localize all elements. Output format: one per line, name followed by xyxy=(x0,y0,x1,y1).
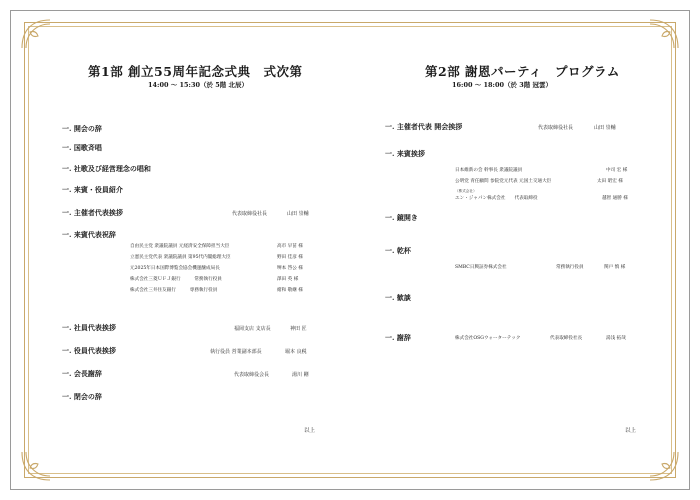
host-role: 代表取締役社長 xyxy=(232,211,268,217)
gold-frame-inner xyxy=(28,26,672,474)
toast-name: 関戸 慎 様 xyxy=(604,265,626,270)
guest-name: 野田 佳彦 様 xyxy=(277,255,303,260)
party-item: 一. 乾杯 xyxy=(385,246,411,255)
guest-note: （株式会社） xyxy=(455,189,477,193)
staff-role: 福岡支店 支店長 xyxy=(234,326,271,332)
closing-mark: 以上 xyxy=(304,428,316,434)
guest-org: 自由民主党 衆議院議員 元経済安全保障担当大臣 xyxy=(130,244,230,249)
toast-role: 常務執行役員 xyxy=(556,265,584,270)
ceremony-item: 一. 来賓・役員紹介 xyxy=(62,185,123,194)
host-name: 山田 崇輔 xyxy=(594,125,616,131)
staff-name: 神田 匠 xyxy=(290,326,307,332)
chair-role: 代表取締役会長 xyxy=(234,372,270,378)
closing-mark: 以上 xyxy=(625,428,637,434)
thanks-name: 湯浅 拓哉 xyxy=(606,336,626,341)
guest-org: 立憲民主党代表 衆議院議員 第95代内閣総理大臣 xyxy=(130,255,231,260)
ceremony-item: 一. 社員代表挨拶 xyxy=(62,323,116,332)
guest-org: 公明党 青任顧問 参院党元代表 元国土交通大臣 xyxy=(455,179,552,184)
party-time: 16:00 ～ 18:00（於 3階 冠雲） xyxy=(452,81,553,89)
party-item: 一. 来賓挨拶 xyxy=(385,149,425,158)
guest-name: 中司 宏 様 xyxy=(606,168,628,173)
guest-name: 緒和 敬継 様 xyxy=(277,288,303,293)
party-item: 一. 歓談 xyxy=(385,293,411,302)
toast-org: SMBC日興証券株式会社 xyxy=(455,265,507,270)
ceremony-item: 一. 国歌斉唱 xyxy=(62,143,102,152)
ceremony-title: 第1部 創立55周年記念式典 式次第 xyxy=(88,64,303,79)
ceremony-item: 一. 来賓代表祝辞 xyxy=(62,230,116,239)
guest-org: 株式会社三井住友銀行 専務執行役員 xyxy=(130,288,218,293)
guest-name: 澤田 英 様 xyxy=(277,277,299,282)
guest-org: 元2025年日本国際博覧会協会機運醸成局長 xyxy=(130,266,220,271)
ceremony-item: 一. 閉会の辞 xyxy=(62,392,102,401)
guest-org: エン・ジャパン株式会社 代表取締役 xyxy=(455,196,538,201)
guest-name: 高市 早苗 様 xyxy=(277,244,303,249)
party-item: 一. 謝辞 xyxy=(385,333,411,342)
party-title: 第2部 謝恩パーティ プログラム xyxy=(425,64,620,79)
chair-name: 湯川 剛 xyxy=(292,372,309,378)
thanks-org: 株式会社OSGウォーターテック xyxy=(455,336,521,341)
guest-org: 株式会社三菱ＵＦＪ銀行 常務執行役員 xyxy=(130,277,222,282)
ceremony-item: 一. 役員代表挨拶 xyxy=(62,346,116,355)
officer-role: 執行役員 営業副本部長 xyxy=(210,349,262,355)
guest-org: 日本維新の会 幹事長 衆議院議員 xyxy=(455,168,523,173)
ceremony-item: 一. 開会の辞 xyxy=(62,124,102,133)
guest-name: 太田 昭宏 様 xyxy=(597,179,623,184)
host-role: 代表取締役社長 xyxy=(538,125,574,131)
officer-name: 堀本 良税 xyxy=(285,349,307,355)
ceremony-item: 一. 会長謝辞 xyxy=(62,369,102,378)
ceremony-item: 一. 社歌及び経営理念の唱和 xyxy=(62,164,151,173)
party-item: 一. 主催者代表 開会挨拶 xyxy=(385,122,463,131)
guest-name: 堺本 啓公 様 xyxy=(277,266,303,271)
ceremony-time: 14:00 ～ 15:30（於 5階 北辰） xyxy=(148,81,249,89)
thanks-role: 代表取締役社長 xyxy=(550,336,583,341)
party-item: 一. 鏡開き xyxy=(385,213,418,222)
ceremony-item: 一. 主催者代表挨拶 xyxy=(62,208,123,217)
host-name: 山田 崇輔 xyxy=(287,211,309,217)
guest-name: 越智 通勝 様 xyxy=(602,196,628,201)
